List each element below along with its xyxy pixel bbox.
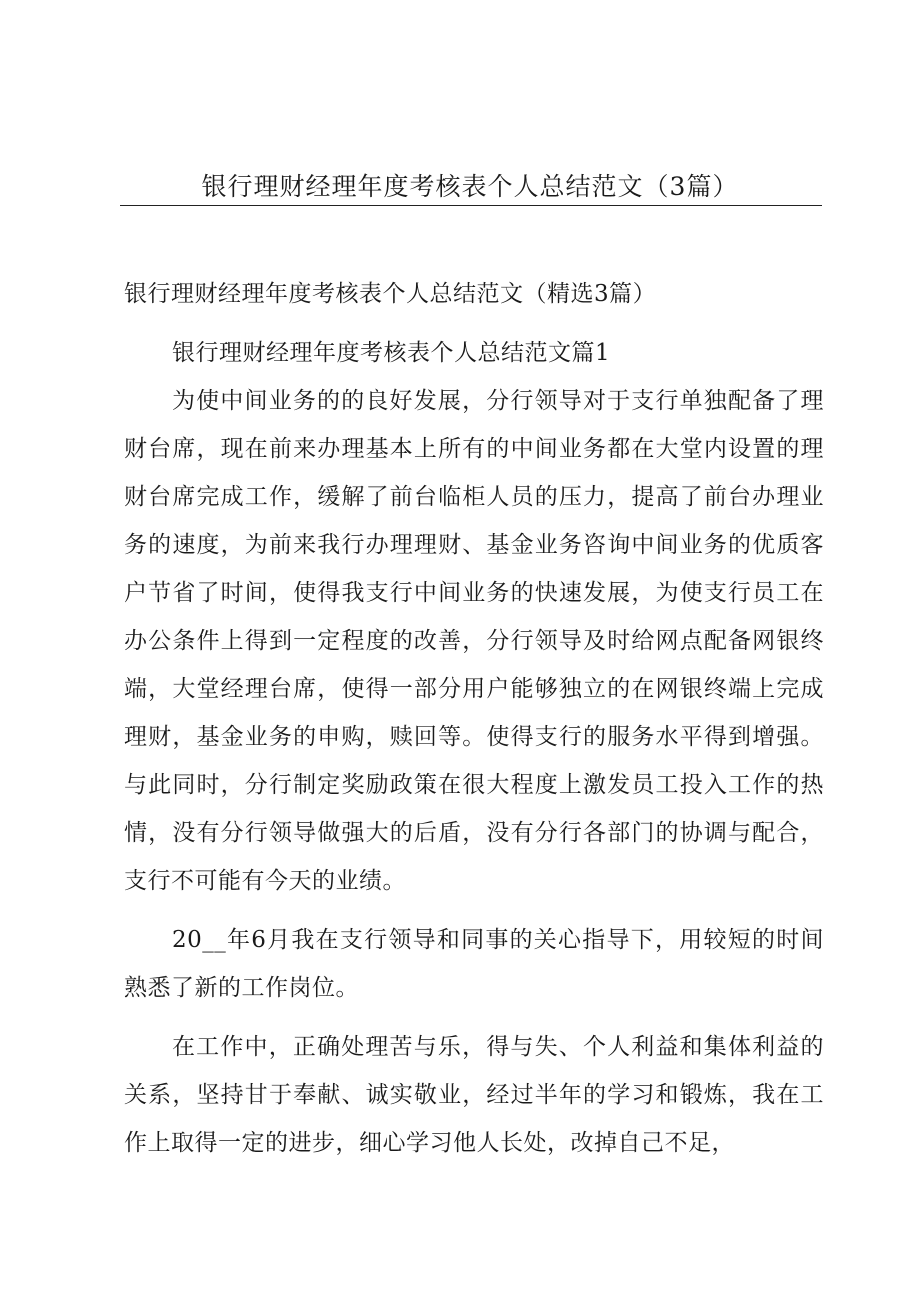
title-underline xyxy=(120,205,822,206)
document-subtitle: 银行理财经理年度考核表个人总结范文（精选3篇） xyxy=(124,281,657,307)
body-paragraph: 在工作中，正确处理苦与乐，得与失、个人利益和集体利益的关系，坚持甘于奉献、诚实敬业，经过半年的学习和锻炼，我在工作上取得一定的进步，细心学习他人长处，改掉自己不足， xyxy=(124,1034,824,1156)
body-paragraph: 为使中间业务的的良好发展，分行领导对于支行单独配备了理财台席，现在前来办理基本上所有的中间业务都在大堂内设置的理财台席完成工作，缓解了前台临柜人员的压力，提高了前台办理业务的速度，为前来我行办理理财、基金业务咨询中间业务的优质客户节省了时间，使得我支行中间业务的快速发展，为使支行员工在办公条件上得到一定程度的改善，分行领导及时给网点配备网银终端，大堂经理台席，使得一部分用户能够独立的在网银终端上完成理财，基金业务的申购，赎回等。使得支行的服务水平得到增强。与此同时，分行制定奖励政策在很大程度上激发员工投入工作的热情，没有分行领导做强大的后盾，没有分行各部门的协调与配合，支行不可能有今天的业绩。 xyxy=(124,388,824,894)
document-body xyxy=(124,270,824,1167)
document-title: 银行理财经理年度考核表个人总结范文（3篇） xyxy=(201,172,739,201)
body-paragraph: 20__年6月我在支行领导和同事的关心指导下，用较短的时间熟悉了新的工作岗位。 xyxy=(124,927,824,1001)
section-heading: 银行理财经理年度考核表个人总结范文篇1 xyxy=(172,340,611,366)
